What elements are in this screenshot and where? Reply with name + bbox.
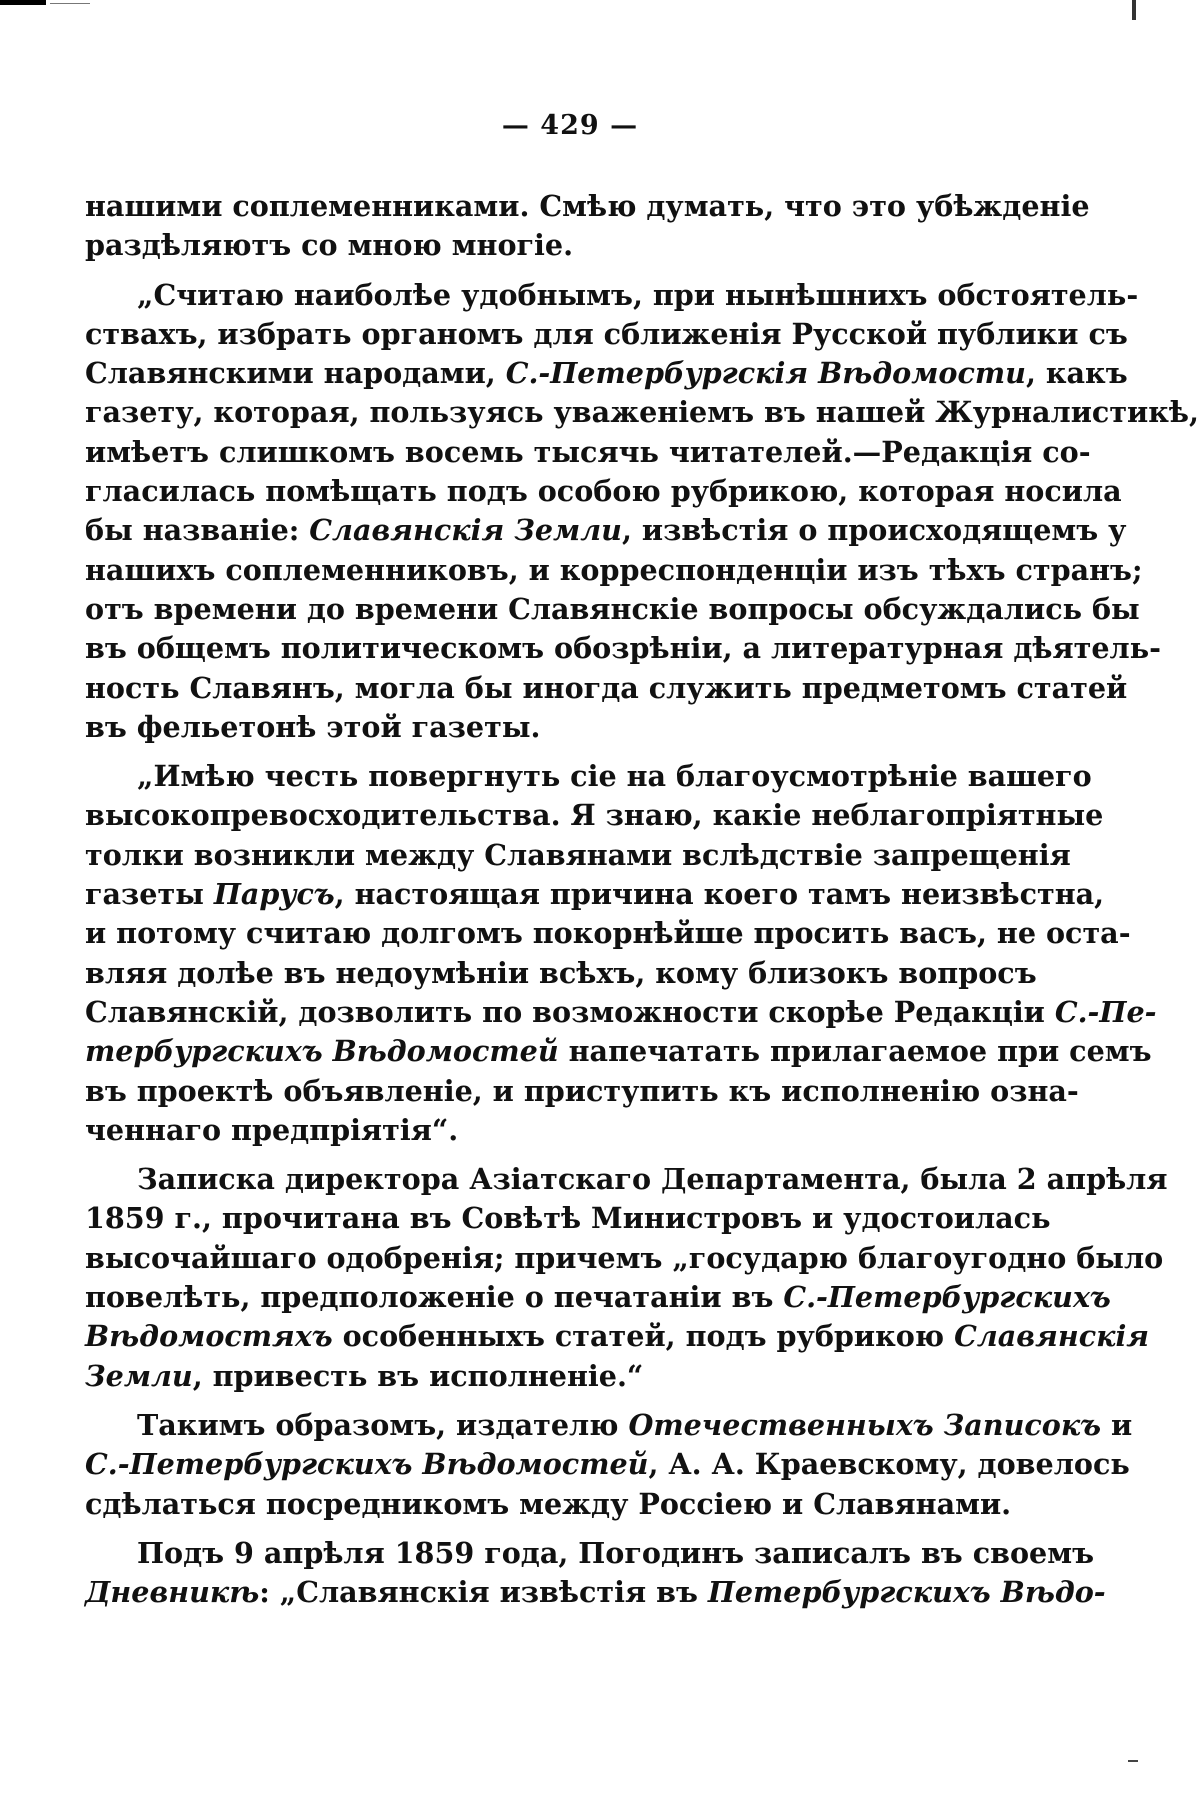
text-line: и потому считаю долгомъ покорнѣйше просить васъ, не оста- <box>85 916 1131 951</box>
italic-title: Парусъ <box>213 877 335 912</box>
text-line: „Имѣю честь повергнуть сіе на благоусмотрѣніе вашего <box>137 759 1092 794</box>
text-line: отъ времени до времени Славянскіе вопросы обсуждались бы <box>85 591 1140 626</box>
text-line <box>85 993 1157 1032</box>
italic-title: Дневникѣ <box>85 1575 260 1610</box>
text-run: бы названіе: <box>85 513 310 548</box>
text-run: особенныхъ статей, подъ рубрикою <box>332 1319 955 1354</box>
text-line <box>85 1445 1130 1484</box>
text-run: , настоящая причина коего тамъ неизвѣстна, <box>334 877 1105 912</box>
text-run: напечатать прилагаемое при семъ <box>558 1034 1152 1069</box>
text-line: ность Славянъ, могла бы иногда служить предметомъ статей <box>85 670 1128 705</box>
text-line: въ общемъ политическомъ обозрѣніи, а литературная дѣятель- <box>85 631 1161 666</box>
italic-title: Петербургскихъ Вѣдо- <box>707 1575 1106 1610</box>
scan-artifact-top-left-dash <box>50 3 90 4</box>
italic-title: С.-Пе- <box>1054 994 1157 1029</box>
text-run: газеты <box>85 877 214 912</box>
italic-title: Славянскія Земли <box>309 513 622 548</box>
italic-title: С.-Петербургскихъ <box>783 1280 1111 1315</box>
text-line: въ проектѣ объявленіе, и приступить къ исполненію озна- <box>85 1073 1079 1108</box>
italic-title: Земли <box>85 1358 193 1393</box>
body-text <box>85 187 1199 1612</box>
text-run: повелѣть, предположеніе о печатаніи въ <box>85 1280 784 1315</box>
text-line: сдѣлаться посредникомъ между Россіею и Славянами. <box>85 1486 1012 1521</box>
text-line: гласилась помѣщать подъ особою рубрикою, которая носила <box>85 474 1122 509</box>
text-run: , привесть въ исполненіе.“ <box>192 1358 644 1393</box>
text-line <box>85 1573 1106 1612</box>
italic-title: С.-Петербургскія Вѣдомости <box>505 356 1026 391</box>
text-line: Подъ 9 апрѣля 1859 года, Погодинъ записалъ въ своемъ <box>137 1535 1095 1570</box>
italic-title: Отечественныхъ Записокъ <box>628 1407 1102 1442</box>
text-line <box>85 511 1127 550</box>
text-line: толки возникли между Славянами вслѣдствіе запрещенія <box>85 837 1071 872</box>
text-run: Славянскій, дозволить по возможности скорѣе Редакціи <box>85 994 1055 1029</box>
text-line: 1859 г., прочитана въ Совѣтѣ Министровъ и удостоилась <box>85 1201 1051 1236</box>
text-line: ченнаго предпріятія“. <box>85 1112 459 1147</box>
text-line: вляя долѣе въ недоумѣніи всѣхъ, кому близокъ вопросъ <box>85 955 1037 990</box>
text-line: газету, которая, пользуясь уваженіемъ въ нашей Журналистикѣ, <box>85 395 1199 430</box>
text-line <box>85 1357 925 1396</box>
text-line <box>85 875 1105 914</box>
text-run: и <box>1101 1407 1133 1442</box>
text-line: въ фельетонѣ этой газеты. <box>85 709 541 744</box>
italic-title: тербургскихъ Вѣдомостей <box>85 1034 559 1069</box>
text-line <box>85 1317 1150 1356</box>
text-line: высокопревосходительства. Я знаю, какіе неблагопріятные <box>85 798 1104 833</box>
italic-title: Славянскія <box>954 1319 1150 1354</box>
text-line <box>85 1406 1133 1445</box>
text-line <box>85 1278 1111 1317</box>
italic-title: С.-Петербургскихъ Вѣдомостей <box>85 1447 649 1482</box>
text-line: нашихъ соплеменниковъ, и корреспонденціи изъ тѣхъ странъ; <box>85 552 1143 587</box>
text-run: , какъ <box>1025 356 1128 391</box>
scan-artifact-top-left <box>0 0 46 5</box>
text-line: ствахъ, избрать органомъ для сближенія Русской публики съ <box>85 316 1128 351</box>
text-line: „Считаю наиболѣе удобнымъ, при нынѣшнихъ обстоятель- <box>137 277 1139 312</box>
text-line: Записка директора Азіатскаго Департамента, была 2 апрѣля <box>137 1162 1168 1197</box>
text-run: , А. А. Краевскому, довелось <box>648 1447 1130 1482</box>
text-run: Славянскими народами, <box>85 356 506 391</box>
text-line <box>85 354 1128 393</box>
page-number: — 429 — <box>501 110 639 141</box>
text-run: : „Славянскія извѣстія въ <box>259 1575 708 1610</box>
text-line: имѣетъ слишкомъ восемь тысячь читателей.—Редакція со- <box>85 434 1091 469</box>
italic-title: Вѣдомостяхъ <box>85 1319 333 1354</box>
text-line: раздѣляютъ со мною многіе. <box>85 228 574 263</box>
scan-artifact-top-right <box>1132 0 1136 20</box>
text-line <box>85 1032 1152 1071</box>
text-run: Такимъ образомъ, издателю <box>137 1407 629 1442</box>
text-run: , извѣстія о происходящемъ у <box>621 513 1127 548</box>
text-line: высочайшаго одобренія; причемъ „государю благоугодно было <box>85 1240 1164 1275</box>
text-line: нашими соплеменниками. Смѣю думать, что это убѣжденіе <box>85 189 1090 223</box>
scan-artifact-right-edge <box>1128 1760 1138 1762</box>
